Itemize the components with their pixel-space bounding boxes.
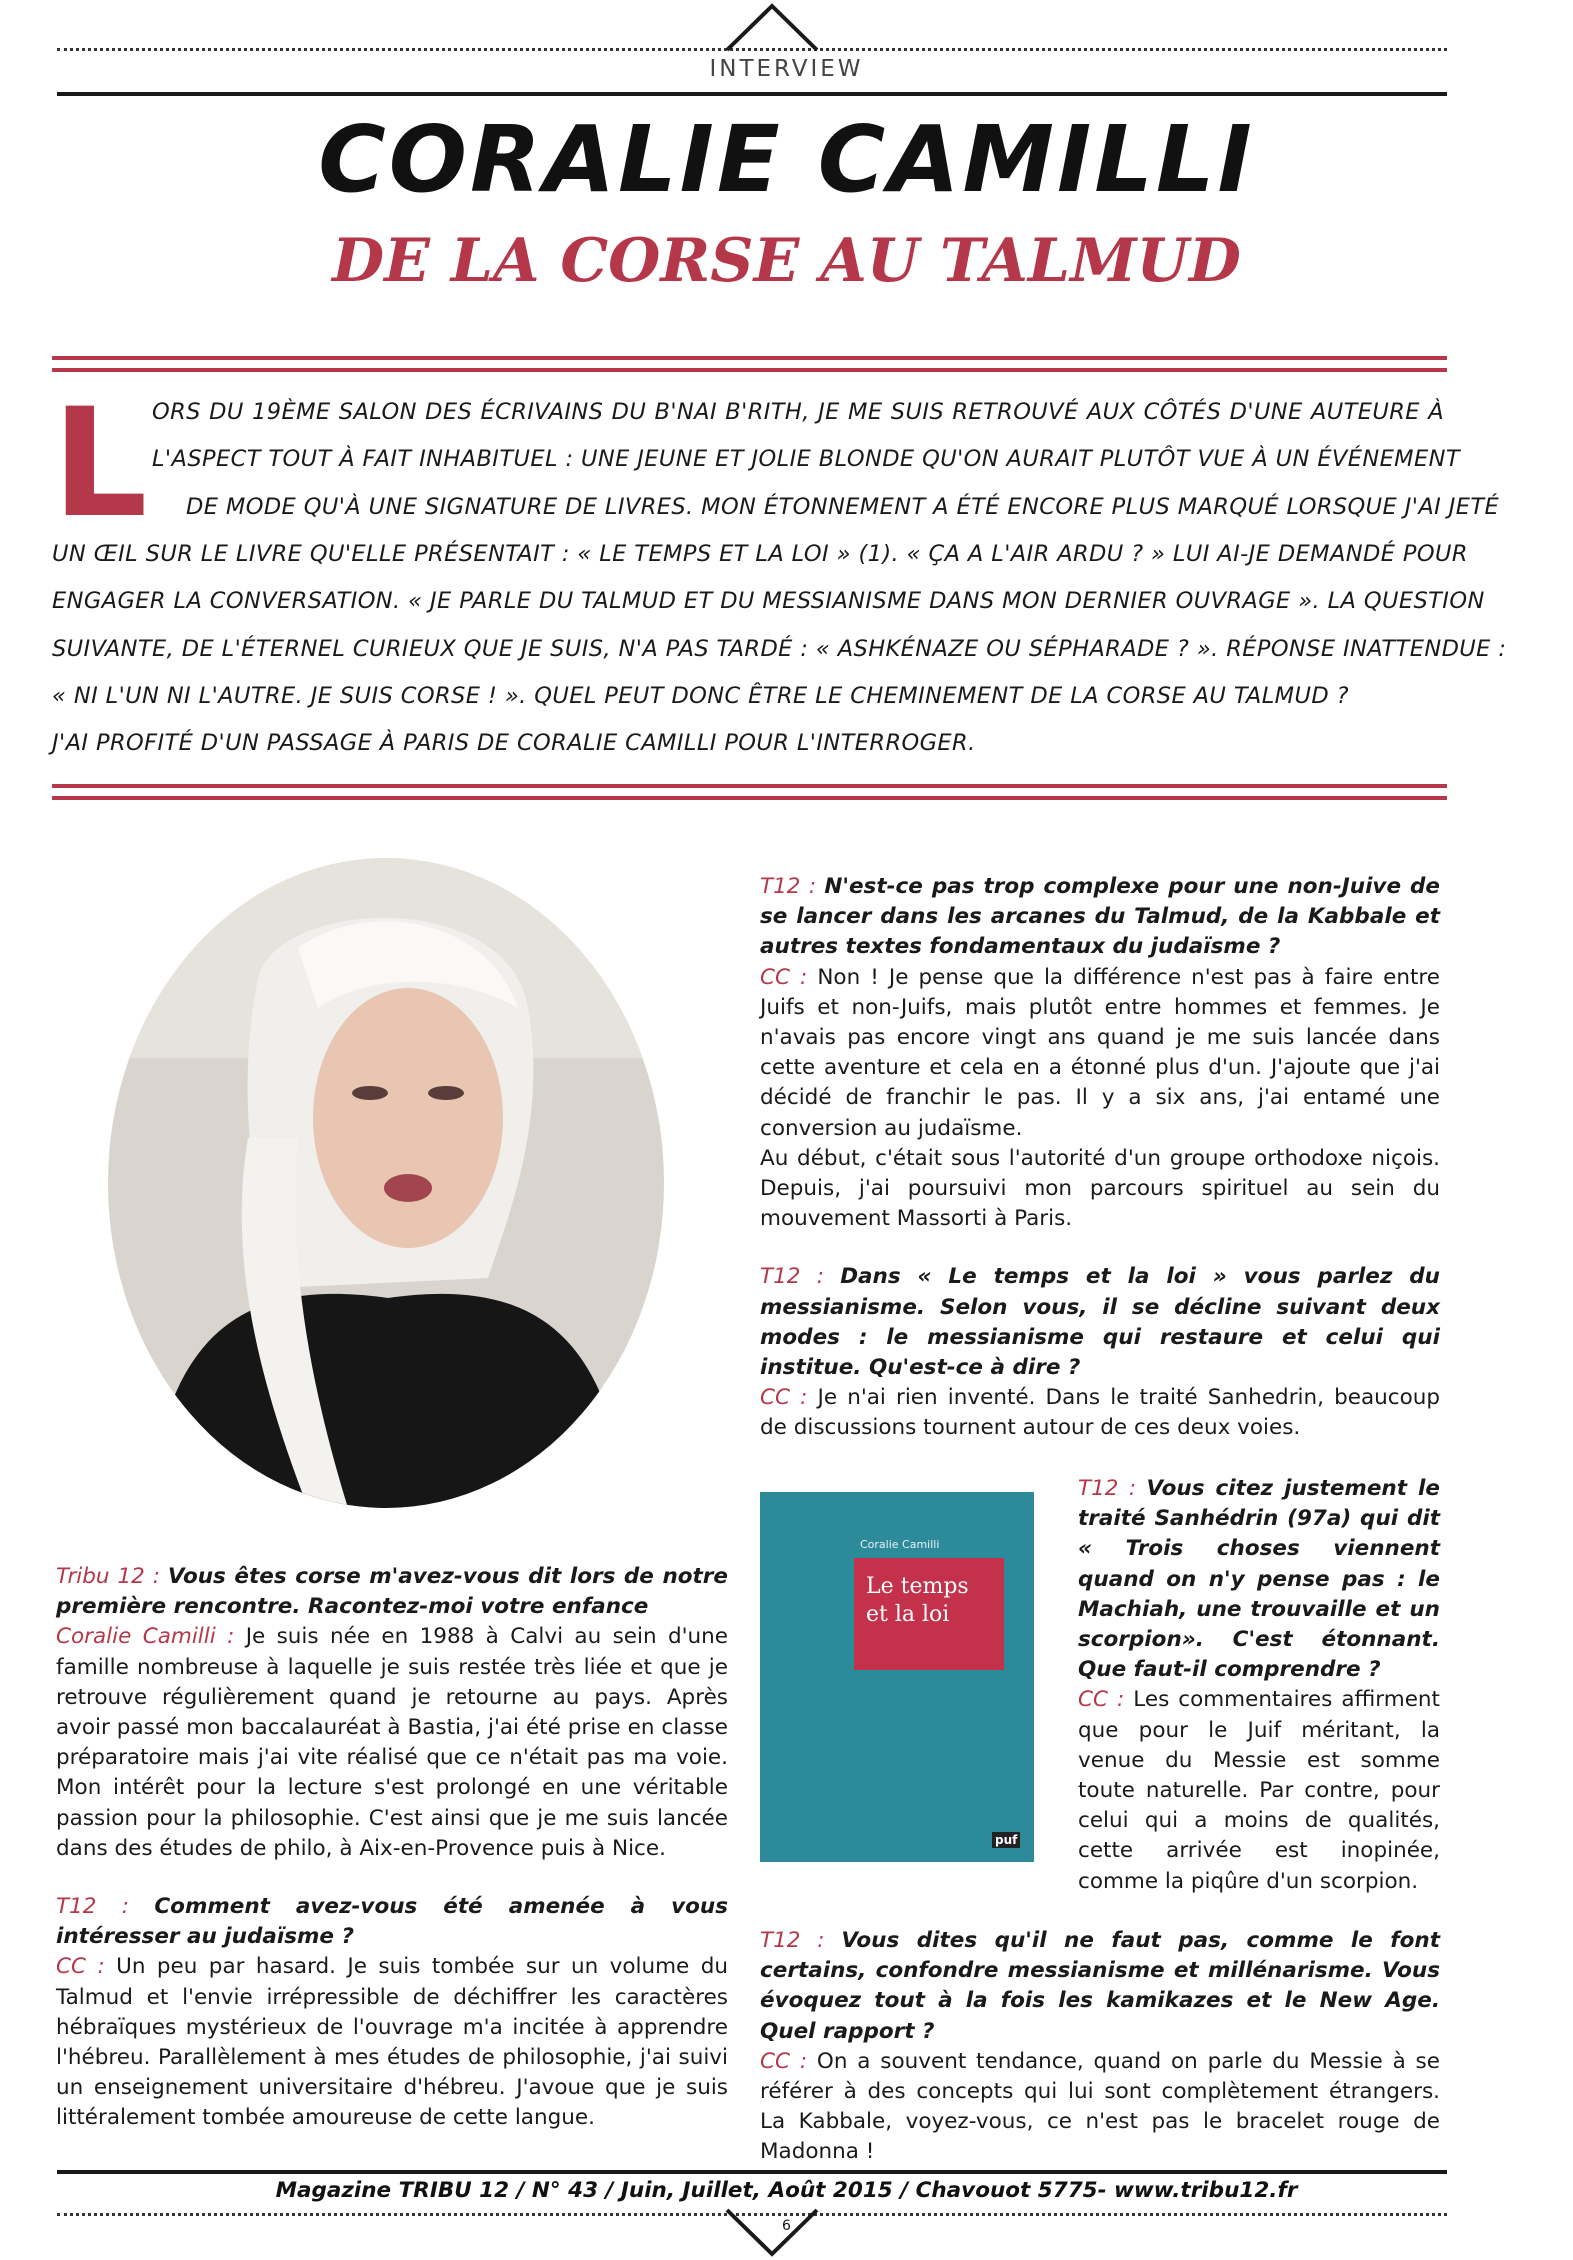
intro-line: UN ŒIL SUR LE LIVRE QU'ELLE PRÉSENTAIT : « LE TEMPS ET LA LOI » (1). « ÇA A L'AIR ARDU ? » LUI AI-JE DEMANDÉ POUR bbox=[52, 541, 1468, 567]
book-title-line: Le temps bbox=[866, 1574, 969, 1599]
left-column bbox=[56, 1562, 728, 2134]
question-text: Vous dites qu'il ne faut pas, comme le font certains, confondre messianisme et millénarisme. Vous évoquez tout à la fois les kamikazes et le New Age. Quel rapport ? bbox=[760, 1928, 1440, 2044]
book-title-panel bbox=[854, 1558, 1004, 1670]
speaker-label: T12 : bbox=[56, 1894, 130, 1920]
answer-paragraph bbox=[760, 1383, 1440, 1443]
book-cover-image bbox=[760, 1492, 1034, 1862]
speaker-label: Coralie Camilli : bbox=[56, 1624, 235, 1650]
book-title-line: et la loi bbox=[866, 1602, 950, 1627]
top-solid-rule bbox=[57, 92, 1447, 96]
page-number: 6 bbox=[782, 2218, 791, 2234]
intro-line: « NI L'UN NI L'AUTRE. JE SUIS CORSE ! ». QUEL PEUT DONC ÊTRE LE CHEMINEMENT DE LA CORSE AU TALMUD ? bbox=[52, 683, 1349, 709]
drop-cap: L bbox=[52, 377, 148, 551]
speaker-label: CC : bbox=[56, 1954, 105, 1980]
article-subtitle: DE LA CORSE AU TALMUD bbox=[332, 226, 1241, 296]
question-paragraph bbox=[1078, 1474, 1440, 1685]
question-text: Comment avez-vous été amenée à vous intéresser au judaïsme ? bbox=[56, 1894, 728, 1950]
answer-text: Je suis née en 1988 à Calvi au sein d'une famille nombreuse à laquelle je suis restée très liée et que je retrouve régulièrement quand je retourne au pays. Après avoir passé mon baccalauréat à Bastia, j'ai été prise en classe préparatoire mais j'ai vite réalisé que ce n'était pas ma voie. Mon intérêt pour la lecture s'est prolongé en une véritable passion pour la philosophie. C'est ainsi que je me suis lancée dans des études de philo, à Aix-en-Provence puis à Nice. bbox=[56, 1624, 728, 1861]
answer-paragraph bbox=[56, 1952, 728, 2133]
intro-line: ENGAGER LA CONVERSATION. « JE PARLE DU TALMUD ET DU MESSIANISME DANS MON DERNIER OUVRAGE ». LA QUESTION bbox=[52, 588, 1485, 614]
book-publisher: puf bbox=[992, 1832, 1020, 1848]
answer-paragraph bbox=[760, 963, 1440, 1144]
question-text: Dans « Le temps et la loi » vous parlez du messianisme. Selon vous, il se décline suivant deux modes : le messianisme qui restaure et celui qui institue. Qu'est-ce à dire ? bbox=[760, 1264, 1440, 1381]
intro-top-rule bbox=[52, 356, 1447, 360]
question-text: N'est-ce pas trop complexe pour une non-Juive de se lancer dans les arcanes du Talmud, de la Kabbale et autres textes fondamentaux du judaïsme ? bbox=[760, 874, 1440, 960]
speaker-label: T12 : bbox=[760, 1264, 824, 1290]
question-paragraph bbox=[56, 1562, 728, 1622]
answer-paragraph bbox=[56, 1622, 728, 1864]
footer-text: Magazine TRIBU 12 / N° 43 / Juin, Juillet, Août 2015 / Chavouot 5775- www.tribu12.fr bbox=[275, 2178, 1298, 2203]
speaker-label: CC : bbox=[760, 2048, 808, 2074]
right-narrow-column bbox=[1078, 1474, 1440, 1897]
right-column-top bbox=[760, 872, 1440, 1444]
answer-text: Les commentaires affirment que pour le Juif méritant, la venue du Messie est somme toute naturelle. Par contre, pour celui qui a moins de qualités, cette arrivée est inopinée, comme la piqûre d'un scorpion. bbox=[1078, 1687, 1440, 1894]
footer-solid-rule bbox=[57, 2170, 1447, 2174]
answer-paragraph bbox=[760, 1144, 1440, 1235]
intro-line: L'ASPECT TOUT À FAIT INHABITUEL : UNE JEUNE ET JOLIE BLONDE QU'ON AURAIT PLUTÔT VUE À UN ÉVÉNEMENT bbox=[152, 446, 1460, 472]
question-text: Vous êtes corse m'avez-vous dit lors de notre première rencontre. Racontez-moi votre enfance bbox=[56, 1564, 728, 1620]
portrait-photo bbox=[108, 858, 664, 1508]
speaker-label: T12 : bbox=[1078, 1476, 1137, 1501]
question-paragraph bbox=[760, 1262, 1440, 1383]
question-paragraph bbox=[760, 1926, 1440, 2047]
intro-bottom-rule-2 bbox=[52, 796, 1447, 800]
article-title: CORALIE CAMILLI bbox=[318, 106, 1255, 213]
intro-bottom-rule bbox=[52, 784, 1447, 788]
answer-paragraph bbox=[760, 2047, 1440, 2168]
answer-paragraph bbox=[1078, 1685, 1440, 1896]
intro-line: ORS DU 19ÈME SALON DES ÉCRIVAINS DU B'NAI B'RITH, JE ME SUIS RETROUVÉ AUX CÔTÉS D'UNE AUTEURE À bbox=[152, 399, 1444, 425]
intro-top-rule-2 bbox=[52, 368, 1447, 372]
intro-line: DE MODE QU'À UNE SIGNATURE DE LIVRES. MON ÉTONNEMENT A ÉTÉ ENCORE PLUS MARQUÉ LORSQUE J'AI JETÉ bbox=[186, 494, 1500, 520]
speaker-label: T12 : bbox=[760, 1928, 825, 1953]
question-paragraph bbox=[56, 1892, 728, 1952]
speaker-label: Tribu 12 : bbox=[56, 1564, 160, 1589]
speaker-label: CC : bbox=[760, 1385, 808, 1411]
intro-line: SUIVANTE, DE L'ÉTERNEL CURIEUX QUE JE SUIS, N'A PAS TARDÉ : « ASHKÉNAZE OU SÉPHARADE ? ». RÉPONSE INATTENDUE : bbox=[52, 636, 1507, 662]
answer-text: On a souvent tendance, quand on parle du Messie à se référer à des concepts qui lui sont complètement étrangers. La Kabbale, voyez-vous, ce n'est pas le bracelet rouge de Madonna ! bbox=[760, 2048, 1440, 2165]
speaker-label: T12 : bbox=[760, 874, 817, 899]
speaker-label: CC : bbox=[1078, 1687, 1125, 1713]
right-column-bottom bbox=[760, 1926, 1440, 2168]
intro-line: J'AI PROFITÉ D'UN PASSAGE À PARIS DE CORALIE CAMILLI POUR L'INTERROGER. bbox=[52, 730, 976, 756]
section-label: INTERVIEW bbox=[709, 56, 864, 82]
answer-text: Je n'ai rien inventé. Dans le traité Sanhedrin, beaucoup de discussions tournent autour de ces deux voies. bbox=[760, 1385, 1441, 1441]
book-author: Coralie Camilli bbox=[860, 1538, 940, 1551]
top-triangle-ornament bbox=[722, 2, 822, 52]
answer-text: Non ! Je pense que la différence n'est pas à faire entre Juifs et non-Juifs, mais plutôt entre hommes et femmes. Je n'avais pas encore vingt ans quand je me suis lancée dans cette aventure et cela en a étonné plus d'un. J'ajoute que j'ai décidé de franchir le pas. Il y a six ans, j'ai entamé une conversion au judaïsme. bbox=[760, 964, 1440, 1141]
speaker-label: CC : bbox=[760, 964, 808, 990]
answer-text: Au début, c'était sous l'autorité d'un groupe orthodoxe niçois. Depuis, j'ai poursuivi mon parcours spirituel au sein du mouvement Massorti à Paris. bbox=[760, 1145, 1440, 1232]
question-text: Vous citez justement le traité Sanhédrin (97a) qui dit « Trois choses viennent quand on n'y pense pas : le Machiah, une trouvaille et un scorpion». C'est étonnant. Que faut-il comprendre ? bbox=[1078, 1476, 1440, 1683]
answer-text: Un peu par hasard. Je suis tombée sur un volume du Talmud et l'envie irrépressible de déchiffrer les caractères hébraïques mystérieux de l'ouvrage m'a incitée à apprendre l'hébreu. Parallèlement à mes études de philosophie, j'ai suivi un enseignement universitaire d'hébreu. J'avoue que je suis littéralement tombée amoureuse de cette langue. bbox=[56, 1954, 728, 2131]
question-paragraph bbox=[760, 872, 1440, 963]
